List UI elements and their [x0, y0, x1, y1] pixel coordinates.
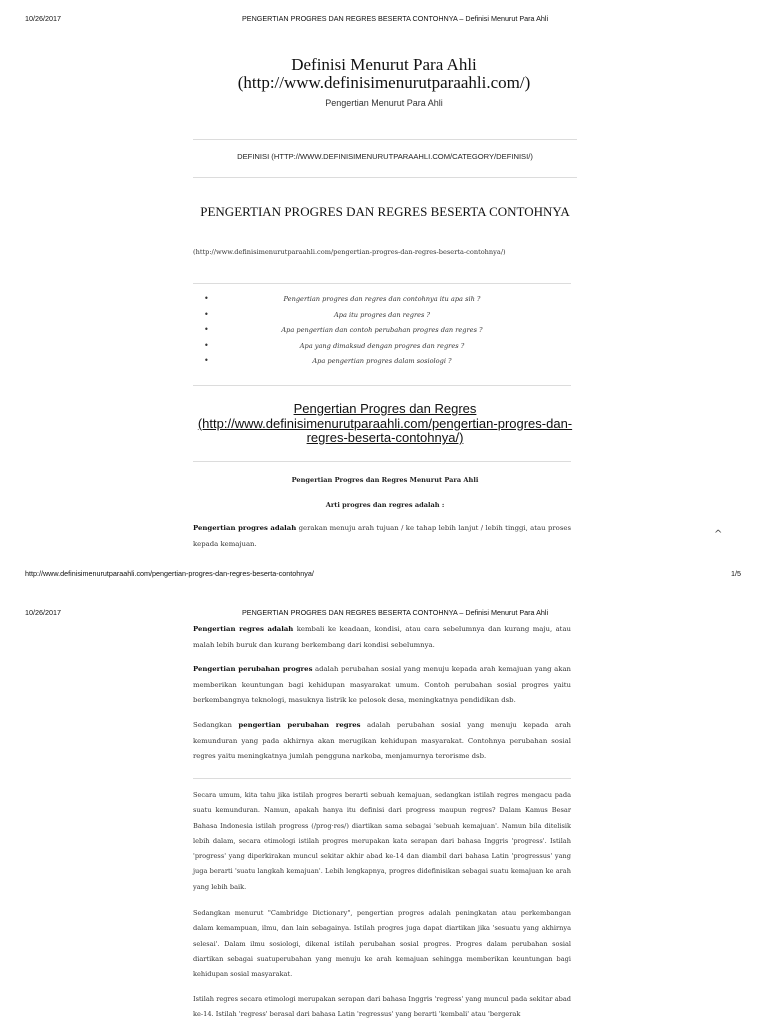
toc-item[interactable]: • Pengertian progres dan regres dan contohnya itu apa sih ?: [193, 295, 571, 311]
print-date: 10/26/2017: [25, 14, 61, 23]
text-sedangkan: Sedangkan: [193, 721, 239, 729]
paragraph-progres: [193, 521, 571, 552]
site-title[interactable]: Definisi Menurut Para Ahli (http://www.definisimenurutparaahli.com/): [237, 55, 531, 92]
paragraph-etimologi-progres: Secara umum, kita tahu jika istilah progres berarti sebuah kemajuan, sedangkan istilah regres mengacu pada suatu kemunduran. Namun, apakah hanya itu definisi dari progress maupun regres? Dalam Kamus Besar Bahasa Indonesia istilah progress (/prog·res/) diartikan sama sebagai 'sebuah kemajuan'. Namun bila ditelisik lebih dalam, secara etimologi istilah progres merupakan kata serapan dari bahasa Inggris 'progress'. Istilah 'progress' yang diperkirakan muncul sekitar akhir abad ke-14 dan diambil dari bahasa Latin 'progressus' yang juga berarti 'suatu langkah kemajuan'. Lebih lengkapnya, progres didefinisikan sebagai suatu kemajuan ke arah yang lebih baik.: [193, 791, 571, 891]
toc-item[interactable]: • Apa pengertian dan contoh perubahan progres dan regres ?: [193, 326, 571, 342]
paragraph-etimologi-regres: Istilah regres secara etimologi merupakan serapan dari bahasa Inggris 'regress' yang muncul pada sekitar abad ke-14. Istilah 'regress' berasal dari bahasa Latin 'regressus' yang berarti 'kembali' atau 'bergerak: [193, 995, 571, 1019]
term-perubahan-regres: pengertian perubahan regres: [238, 721, 361, 729]
term-regres: Pengertian regres adalah: [193, 625, 294, 633]
divider: [193, 139, 577, 140]
print-date: 10/26/2017: [25, 608, 61, 617]
toc-item[interactable]: • Apa yang dimaksud dengan progres dan regres ?: [193, 342, 571, 358]
table-of-contents: [193, 295, 571, 373]
site-subtitle: Pengertian Menurut Para Ahli: [325, 98, 443, 108]
definition-perubahan-regres: adalah perubahan sosial yang menuju kepada arah kemunduran yang pada akhirnya akan merugikan kehidupan masyarakat. Contohnya perubahan sosial regres yaitu meningkatnya jumlah pengguna narkoba, menjamurnya terorisme dsb.: [193, 721, 571, 760]
divider: [193, 385, 571, 386]
divider: [193, 283, 571, 284]
divider: [193, 177, 577, 178]
term-progres: Pengertian progres adalah: [193, 524, 297, 532]
print-header-title: PENGERTIAN PROGRES DAN REGRES BESERTA CONTOHNYA – Definisi Menurut Para Ahli: [242, 608, 549, 617]
footer-url: http://www.definisimenurutparaahli.com/pengertian-progres-dan-regres-beserta-contohnya/: [25, 569, 314, 578]
toc-item[interactable]: • Apa pengertian progres dalam sosiologi ?: [193, 357, 571, 373]
nav-link-definisi[interactable]: DEFINISI (HTTP://WWW.DEFINISIMENURUTPARAAHLI.COM/CATEGORY/DEFINISI/): [237, 152, 533, 161]
back-to-top-icon[interactable]: ^: [714, 529, 723, 540]
page-number: 1/5: [731, 569, 741, 578]
paragraph-perubahan-progres: [193, 662, 571, 709]
paragraph-cambridge: Sedangkan menurut "Cambridge Dictionary", pengertian progres adalah peningkatan atau perkembangan dalam kemampuan, ilmu, dan lain sebagainya. Istilah progres juga dapat diartikan jika 'sesuatu yang akhirnya selesai'. Dalam ilmu sosiologi, dikenal istilah perubahan sosial progres. Progres dalam perubahan sosial diartikan sebagai suatuperubahan yang menuju ke arah kemajuan sehingga memberikan keuntungan bagi kehidupan sosial masyarakat.: [193, 909, 571, 979]
definition-perubahan-progres: adalah perubahan sosial yang menuju kepada arah kemajuan yang akan memberikan keuntungan bagi kehidupan masyarakat umum. Contoh perubahan sosial progres yaitu berkembangnya teknologi, masuknya listrik ke pelosok desa, meningkatnya pendidikan dsb.: [193, 665, 571, 704]
paragraph-regres: [193, 622, 571, 653]
term-perubahan-progres: Pengertian perubahan progres: [193, 665, 313, 673]
definition-regres: kembali ke keadaan, kondisi, atau cara sebelumnya dan kurang maju, atau malah lebih buruk dan kurang berkembang dari kondisi sebelumnya.: [193, 625, 571, 649]
section-heading-link[interactable]: Pengertian Progres dan Regres (http://www.definisimenurutparaahli.com/pengertian-progres-dan-regres-beserta-contohnya/): [197, 401, 573, 445]
definition-progres: gerakan menuju arah tujuan / ke tahap lebih lanjut / lebih tinggi, atau proses kepada kemajuan.: [193, 524, 571, 548]
subheading-arti: Arti progres dan regres adalah :: [325, 501, 445, 509]
post-title[interactable]: PENGERTIAN PROGRES DAN REGRES BESERTA CONTOHNYA: [200, 204, 570, 219]
print-header-title: PENGERTIAN PROGRES DAN REGRES BESERTA CONTOHNYA – Definisi Menurut Para Ahli: [242, 14, 549, 23]
post-url[interactable]: (http://www.definisimenurutparaahli.com/pengertian-progres-dan-regres-beserta-contohnya/): [193, 248, 506, 256]
subheading-para-ahli: Pengertian Progres dan Regres Menurut Para Ahli: [291, 476, 479, 484]
divider: [193, 461, 571, 462]
divider: [193, 778, 571, 779]
paragraph-perubahan-regres: [193, 718, 571, 765]
toc-item[interactable]: • Apa itu progres dan regres ?: [193, 311, 571, 327]
